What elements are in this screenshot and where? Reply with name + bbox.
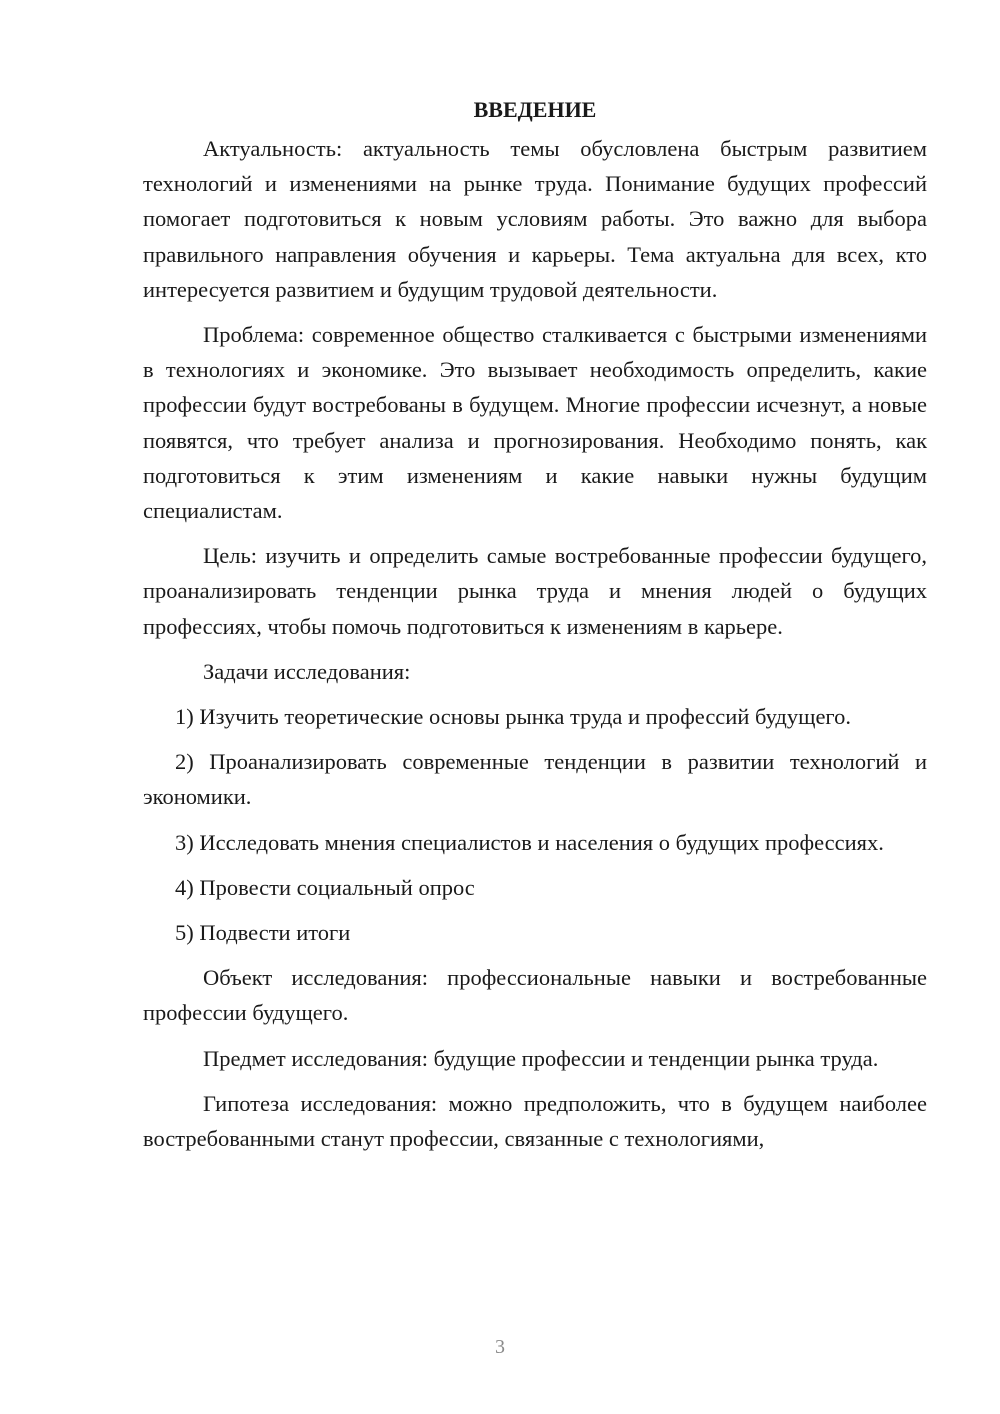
task-item: 1) Изучить теоретические основы рынка труда и профессий будущего.	[175, 704, 851, 730]
tasks-heading: Задачи исследования:	[203, 658, 411, 684]
section-title: ВВЕДЕНИЕ	[473, 97, 597, 122]
subject-paragraph: Предмет исследования: будущие профессии и тенденции рынка труда.	[203, 1045, 879, 1071]
relevance-paragraph: Актуальность: актуальность темы обусловлена быстрым развитием технологий и изменениями на рынке труда. Понимание будущих профессий помогает подготовиться к новым условиям работы. Это важно для выбора правильного направления обучения и карьеры. Тема актуальна для всех, кто интересуется развитием и будущим трудовой деятельности.	[143, 136, 927, 302]
task-item: 2) Проанализировать современные тенденции в развитии технологий и экономики.	[143, 749, 927, 810]
task-item: 4) Провести социальный опрос	[175, 874, 475, 900]
task-item: 5) Подвести итоги	[175, 920, 351, 946]
object-paragraph: Объект исследования: профессиональные навыки и востребованные профессии будущего.	[143, 965, 927, 1026]
document-page	[143, 92, 927, 1166]
page-number: 3	[495, 1336, 505, 1358]
goal-paragraph: Цель: изучить и определить самые востребованные профессии будущего, проанализировать тенденции рынка труда и мнения людей о будущих профессиях, чтобы помочь подготовиться к изменениям в карьере.	[143, 543, 927, 639]
task-item: 3) Исследовать мнения специалистов и населения о будущих профессиях.	[175, 829, 884, 855]
problem-paragraph: Проблема: современное общество сталкивается с быстрыми изменениями в технологиях и экономике. Это вызывает необходимость определить, какие профессии будут востребованы в будущем. Многие профессии исчезнут, а новые появятся, что требует анализа и прогнозирования. Необходимо понять, как подготовиться к этим изменениям и какие навыки нужны будущим специалистам.	[143, 322, 927, 524]
hypothesis-paragraph: Гипотеза исследования: можно предположить, что в будущем наиболее востребованными станут профессии, связанные с технологиями,	[143, 1090, 927, 1152]
